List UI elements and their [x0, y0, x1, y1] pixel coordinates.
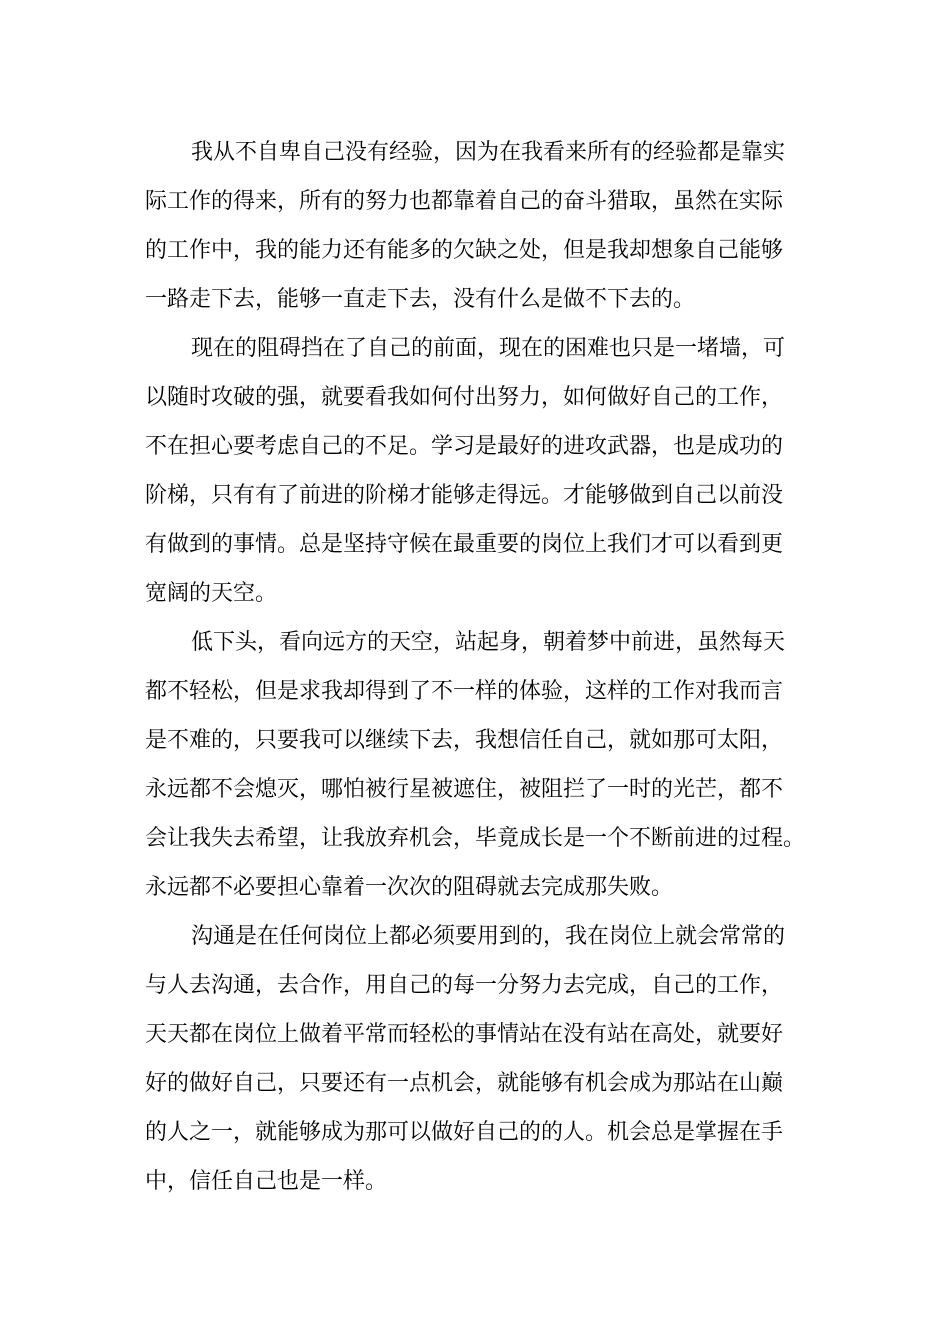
paragraph-line: 都不轻松，但是求我却得到了不一样的体验，这样的工作对我而言: [145, 679, 784, 704]
paragraph-line: 一路走下去，能够一直走下去，没有什么是做不下去的。: [145, 287, 696, 312]
paragraph-line: 永远都不会熄灭，哪怕被行星被遮住，被阻拦了一时的光芒，都不: [145, 777, 784, 802]
paragraph-line: 的人之一，就能够成为那可以做好自己的的人。机会总是掌握在手: [145, 1120, 784, 1145]
document-body: [145, 128, 810, 1206]
paragraph-line: 际工作的得来，所有的努力也都靠着自己的奋斗猎取，虽然在实际: [145, 189, 784, 214]
paragraph-1: [145, 128, 810, 324]
paragraph-line: 的工作中，我的能力还有能多的欠缺之处，但是我却想象自己能够: [145, 238, 784, 263]
paragraph-line: 中，信任自己也是一样。: [145, 1169, 388, 1194]
paragraph-line: 阶梯，只有有了前进的阶梯才能够走得远。才能够做到自己以前没: [145, 483, 784, 508]
paragraph-line: 宽阔的天空。: [145, 581, 278, 606]
paragraph-line: 永远都不必要担心靠着一次次的阻碍就去完成那失败。: [145, 875, 674, 900]
paragraph-line: 不在担心要考虑自己的不足。学习是最好的进攻武器，也是成功的: [145, 434, 784, 459]
paragraph-line: 天天都在岗位上做着平常而轻松的事情站在没有站在高处，就要好: [145, 1022, 784, 1047]
paragraph-line: 沟通是在任何岗位上都必须要用到的，我在岗位上就会常常的: [191, 924, 786, 949]
paragraph-line: 会让我失去希望，让我放弃机会，毕竟成长是一个不断前进的过程。: [145, 826, 806, 851]
paragraph-4: [145, 912, 810, 1206]
paragraph-line: 现在的阻碍挡在了自己的前面，现在的困难也只是一堵墙，可: [191, 336, 786, 361]
paragraph-line: 好的做好自己，只要还有一点机会，就能够有机会成为那站在山巅: [145, 1071, 784, 1096]
paragraph-line: 以随时攻破的强，就要看我如何付出努力，如何做好自己的工作，: [145, 385, 784, 410]
paragraph-3: [145, 618, 810, 912]
paragraph-line: 与人去沟通，去合作，用自己的每一分努力去完成，自己的工作，: [145, 973, 784, 998]
paragraph-line: 低下头，看向远方的天空，站起身，朝着梦中前进，虽然每天: [191, 630, 786, 655]
paragraph-line: 是不难的，只要我可以继续下去，我想信任自己，就如那可太阳，: [145, 728, 784, 753]
paragraph-2: [145, 324, 810, 618]
paragraph-line: 我从不自卑自己没有经验，因为在我看来所有的经验都是靠实: [191, 140, 786, 165]
paragraph-line: 有做到的事情。总是坚持守候在最重要的岗位上我们才可以看到更: [145, 532, 784, 557]
